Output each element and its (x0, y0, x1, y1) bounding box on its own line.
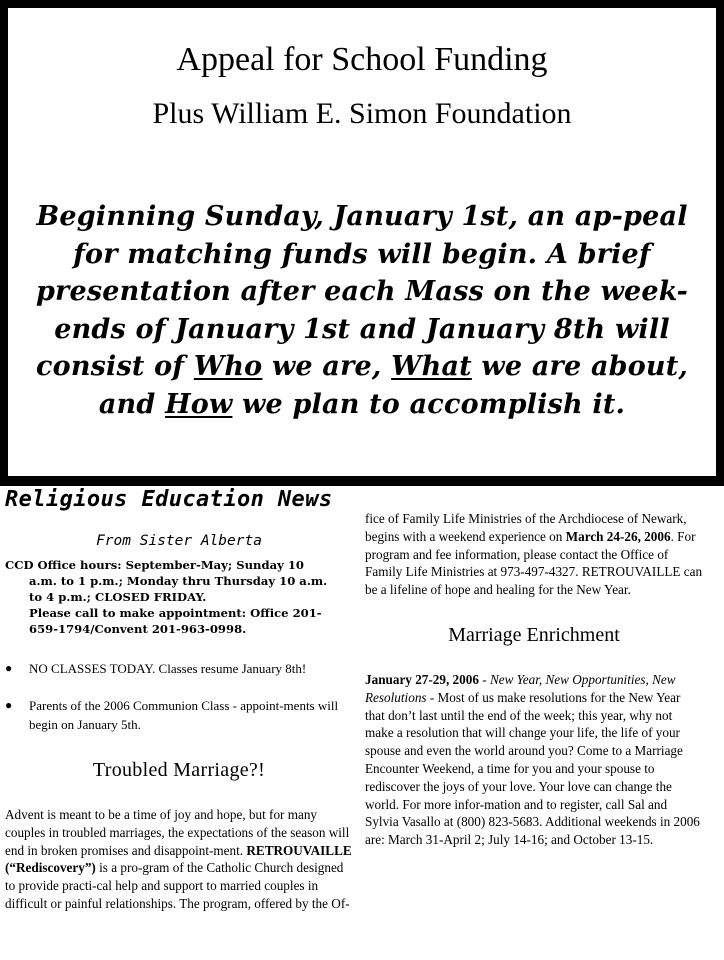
troubled-marriage-text-2: is a pro-gram of the Catholic Church designed to provide practi-cal help and support to married couples in difficult or painful relationships. The program, offered by the Of- (5, 860, 350, 911)
bullet-icon: ● (5, 661, 13, 675)
marriage-enrichment-separator: - (478, 671, 490, 687)
appeal-inner (8, 8, 716, 476)
list-item-text: NO CLASSES TODAY. Classes resume January 8th! (29, 661, 307, 676)
office-hours-line-3: to 4 p.m.; CLOSED FRIDAY. (29, 590, 207, 604)
marriage-enrichment-text (365, 671, 703, 849)
appeal-how: How (165, 388, 233, 420)
troubled-marriage-continued-1: fice of Family Life Ministries of the Archdiocese of Newark, begins with a weekend experience on (365, 511, 687, 544)
retrouvaille-dates: March 24-26, 2006 (565, 528, 671, 544)
office-hours (5, 557, 353, 637)
religious-education-banner: Religious Education News (5, 487, 333, 512)
retrouvaille-name: RETROUVAILLE (“Rediscovery”) (5, 842, 352, 876)
office-hours-line-4: Please call to make appointment: Office 201- (29, 606, 322, 620)
troubled-marriage-text (5, 806, 353, 913)
marriage-enrichment-theme: New Year, New Opportunities, New Resolutions (365, 671, 676, 705)
appeal-body-text-2: we are, (262, 351, 392, 382)
appeal-subtitle: Plus William E. Simon Foundation (152, 97, 572, 130)
marriage-enrichment-dates: January 27-29, 2006 (365, 671, 479, 687)
list-item (5, 696, 353, 734)
office-hours-line-5: 659-1794/Convent 201-963-0998. (29, 622, 247, 636)
troubled-marriage-text-1: Advent is meant to be a time of joy and hope, but for many couples in troubled marriages, the expectations of the season will end in broken promises and disappoint-ment. (5, 807, 350, 858)
appeal-body-text-3: we are about, and (98, 351, 689, 420)
appeal-body-text-4: we plan to accomplish it. (232, 388, 626, 420)
marriage-enrichment-body: - Most of us make resolutions for the New Year that don’t last until the end of the week; this year, why not make a resolution that will change your life, the life of your spouse and even the world around you? Come to a Marriage Encounter Weekend, a time for you and your spouse to rediscover the joys of your love. Your love can change the world. For more infor-mation and to register, call Sal and Sylvia Vasallo at (800) 823-5683. Additional weekends in 2006 are: March 31-April 2; July 14-16; and October 13-15. (365, 689, 700, 848)
appeal-body-text-1: Beginning Sunday, January 1st, an ap-peal for matching funds will begin. A brief presentation after each Mass on the week-ends of January 1st and January 8th will consist of (35, 201, 689, 382)
marriage-enrichment-heading: Marriage Enrichment (448, 623, 620, 646)
appeal-who: Who (193, 351, 263, 382)
list-item-text: Parents of the 2006 Communion Class - appoint-ments will begin on January 5th. (29, 698, 339, 732)
troubled-marriage-continued (365, 510, 703, 599)
bullet-icon: ● (5, 698, 13, 712)
troubled-marriage-continued-2: . For program and fee information, please contact the Office of Family Life Ministries at 973-497-4327. RETROUVAILLE can be a lifeline of hope and healing for the New Year. (365, 528, 703, 598)
list-item (5, 659, 353, 678)
religious-education-subhead: From Sister Alberta (96, 533, 262, 549)
office-hours-line-2: a.m. to 1 p.m.; Monday thru Thursday 10 a.m. (29, 574, 328, 588)
appeal-title: Appeal for School Funding (176, 41, 548, 78)
appeal-what: What (391, 351, 472, 382)
left-column (5, 486, 353, 913)
right-column (365, 510, 703, 849)
appeal-body (12, 198, 712, 423)
announcement-list (5, 659, 353, 734)
office-hours-line-1: CCD Office hours: September-May; Sunday 10 (5, 558, 304, 572)
troubled-marriage-heading: Troubled Marriage?! (92, 759, 266, 781)
